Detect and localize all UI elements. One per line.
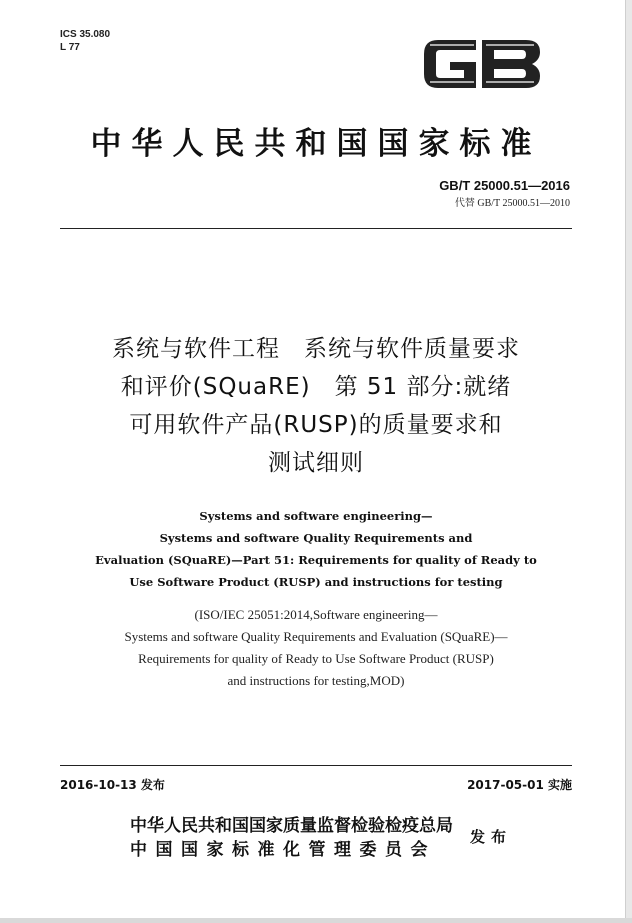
bottom-divider (60, 765, 572, 766)
replaces-standard: 代替 GB/T 25000.51—2010 (454, 198, 570, 209)
page-edge-shadow (625, 0, 632, 923)
issuer-sac: 中国国家标准化管理委员会 (130, 840, 436, 860)
chinese-title-line: 和评价(SQuaRE) 第 51 部分:就绪 (120, 374, 512, 400)
ics-code: ICS 35.080 (60, 29, 111, 40)
ccs-code: L 77 (60, 42, 80, 53)
issuing-authorities (130, 814, 453, 862)
classification-codes (60, 28, 110, 54)
gb-logo (416, 30, 546, 98)
iso-reference (0, 604, 632, 692)
iso-reference-line: and instructions for testing,MOD) (227, 673, 405, 688)
page-bottom-edge (0, 918, 632, 923)
iso-reference-line: Systems and software Quality Requirements and Evaluation (SQuaRE)— (124, 629, 508, 644)
chinese-title (0, 330, 632, 482)
publish-label: 发布 (470, 828, 513, 846)
english-title-line: Systems and software engineering— (199, 509, 433, 523)
implementation-date: 2017-05-01 实施 (467, 778, 572, 792)
iso-reference-line: Requirements for quality of Ready to Use Software Product (RUSP) (138, 651, 494, 666)
standard-number: GB/T 25000.51—2016 (439, 178, 570, 193)
english-title (0, 505, 632, 593)
english-title-line: Evaluation (SQuaRE)—Part 51: Requirements for quality of Ready to (95, 553, 537, 567)
iso-reference-line: (ISO/IEC 25051:2014,Software engineering— (194, 607, 438, 622)
chinese-title-line: 可用软件产品(RUSP)的质量要求和 (129, 412, 503, 438)
issuer-aqsiq: 中华人民共和国国家质量监督检验检疫总局 (130, 816, 453, 836)
chinese-title-line: 系统与软件工程 系统与软件质量要求 (112, 336, 520, 362)
top-divider (60, 228, 572, 229)
english-title-line: Use Software Product (RUSP) and instructions for testing (129, 575, 503, 589)
chinese-title-line: 测试细则 (268, 450, 364, 476)
issue-date: 2016-10-13 发布 (60, 778, 165, 792)
english-title-line: Systems and software Quality Requirements and (159, 531, 473, 545)
standard-name: 中华人民共和国国家标准 (90, 126, 542, 162)
